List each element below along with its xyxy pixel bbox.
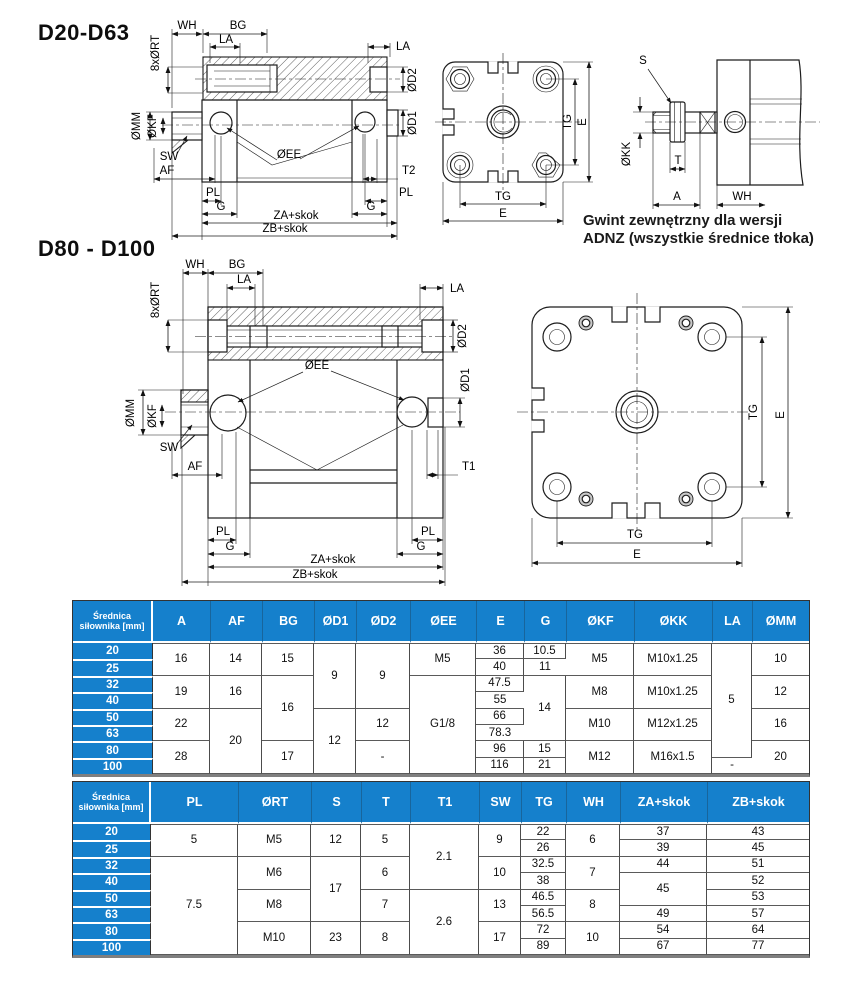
table-cell: M6 <box>238 857 311 890</box>
d80-side-geometry <box>165 307 460 518</box>
table-cell: 16 <box>752 709 809 742</box>
dim-label-mm-d80: ØMM <box>125 398 137 428</box>
table-cell: 96 <box>476 741 524 757</box>
table-cell: 12 <box>311 824 361 857</box>
dim-label-tg-d80-vert: TG <box>748 404 760 420</box>
table-cell: 10 <box>752 643 809 676</box>
dim-label-za-d80: ZA+skok <box>310 554 356 566</box>
table-cell: 2.1 <box>410 824 479 890</box>
col-header: TG <box>521 782 566 824</box>
table-cell: 66 <box>476 709 524 725</box>
col-header: T <box>361 782 410 824</box>
adnz-geometry <box>645 60 820 185</box>
table-cell: 14 <box>524 676 566 742</box>
table-cell: 43 <box>707 824 809 840</box>
dim-label-la-d80-left: LA <box>236 274 252 286</box>
section-title-d20-d63: D20-D63 <box>38 20 130 45</box>
table-cell: 64 <box>707 922 809 938</box>
dim-label-tg-horiz: TG <box>495 191 511 203</box>
dim-label-8xort: 8xØRT <box>150 34 162 72</box>
col-header: ØEE <box>410 601 476 643</box>
table-cell: 8 <box>361 922 410 955</box>
table-cell: 37 <box>620 824 707 840</box>
table2-corner-header: Średnica siłownika [mm] <box>73 782 151 824</box>
table-cell: 9 <box>356 643 410 709</box>
dim-label-e-d80-vert: E <box>775 411 787 419</box>
table-cell: 21 <box>524 758 566 774</box>
row-label: 25 <box>73 840 151 856</box>
row-label: 25 <box>73 659 153 675</box>
table-cell: 51 <box>707 857 809 873</box>
table-cell: 56.5 <box>521 906 566 922</box>
dim-label-e-horiz: E <box>499 208 507 220</box>
col-header: ØMM <box>752 601 809 643</box>
table-cell: 12 <box>314 709 356 775</box>
table-cell: - <box>712 758 752 774</box>
table-cell: 53 <box>707 890 809 906</box>
table-cell: 20 <box>752 741 809 774</box>
col-header: E <box>476 601 524 643</box>
table-cell: M12x1.25 <box>634 709 712 742</box>
table-cell: 77 <box>707 939 809 955</box>
dim-label-g-left: G <box>216 201 226 213</box>
dimension-table-2 <box>72 781 810 958</box>
table-cell: 5 <box>712 643 752 758</box>
table-row <box>73 676 809 692</box>
table-cell: 7.5 <box>151 857 238 955</box>
dim-label-g-d80-right: G <box>416 541 426 553</box>
table-cell: 16 <box>262 676 314 742</box>
d20-end-geometry <box>435 53 580 195</box>
table-cell: 10 <box>479 857 521 890</box>
table-cell: 12 <box>752 676 809 709</box>
table-cell: 116 <box>476 758 524 774</box>
table-cell: 14 <box>210 643 262 676</box>
dimension-table-2-wrap <box>72 781 810 958</box>
table-cell: 38 <box>521 873 566 889</box>
table-cell: 47.5 <box>476 676 524 692</box>
table-cell: 44 <box>620 857 707 873</box>
table-cell: 13 <box>479 890 521 923</box>
table-cell: 45 <box>620 873 707 906</box>
adnz-thread-detail-drawing <box>615 42 850 227</box>
table-cell: 19 <box>153 676 210 709</box>
table-cell: 39 <box>620 840 707 856</box>
dim-label-wh-adnz: WH <box>732 191 752 203</box>
dim-label-bg-d80: BG <box>228 259 246 271</box>
table-cell: 17 <box>262 741 314 774</box>
dim-label-d2-d80: ØD2 <box>457 324 469 348</box>
table-cell: M8 <box>238 890 311 923</box>
table-cell: 32.5 <box>521 857 566 873</box>
col-header: BG <box>262 601 314 643</box>
dim-label-af: AF <box>159 165 175 177</box>
adnz-caption-line2: ADNZ (wszystkie średnice tłoka) <box>583 229 814 247</box>
d80-end-view-drawing <box>505 275 825 585</box>
table-cell: 78.3 <box>476 725 524 741</box>
dim-label-g-right: G <box>366 201 376 213</box>
adnz-caption-line1: Gwint zewnętrzny dla wersji <box>583 212 783 229</box>
dim-label-s: S <box>639 55 647 67</box>
table-cell: M16x1.5 <box>634 741 712 774</box>
table-cell: 45 <box>707 840 809 856</box>
dim-label-kf: ØKF <box>147 114 159 138</box>
dim-label-pl-d80-left: PL <box>215 526 231 538</box>
d80-side-section-drawing <box>125 252 490 592</box>
table-cell: G1/8 <box>410 676 476 774</box>
row-label: 32 <box>73 857 151 873</box>
dim-label-mm: ØMM <box>131 111 143 141</box>
table-cell: 8 <box>566 890 620 923</box>
dim-label-wh-d80: WH <box>185 259 205 271</box>
dim-label-d2: ØD2 <box>407 68 419 92</box>
table-cell: M5 <box>566 643 634 676</box>
table-cell: 22 <box>521 824 566 840</box>
dim-label-zb-d80: ZB+skok <box>292 569 338 581</box>
table-cell: M10x1.25 <box>634 643 712 676</box>
table-row <box>73 643 809 659</box>
table-cell: 40 <box>476 659 524 675</box>
dimension-table-1 <box>72 600 810 777</box>
row-label: 50 <box>73 709 153 725</box>
col-header: G <box>524 601 566 643</box>
table-cell: 28 <box>153 741 210 774</box>
row-label: 80 <box>73 922 151 938</box>
table-cell: 15 <box>262 643 314 676</box>
col-header: ZB+skok <box>707 782 809 824</box>
dim-label-tg-vert: TG <box>562 114 574 130</box>
row-label: 63 <box>73 725 153 741</box>
dim-label-ee: ØEE <box>276 149 302 161</box>
table-cell: M10 <box>566 709 634 742</box>
table-cell: M5 <box>410 643 476 676</box>
table1-corner-header: Średnica siłownika [mm] <box>73 601 153 643</box>
col-header: SW <box>479 782 521 824</box>
table-cell: 10.5 <box>524 643 566 659</box>
table-cell: 7 <box>361 890 410 923</box>
table-cell: 49 <box>620 906 707 922</box>
table-row <box>73 824 809 840</box>
col-header: ZA+skok <box>620 782 707 824</box>
table2-header-row <box>73 782 809 824</box>
dim-label-d1: ØD1 <box>407 111 419 135</box>
dim-label-la-right: LA <box>396 41 411 53</box>
dim-label-pl-right: PL <box>399 187 414 199</box>
dim-label-t2: T2 <box>402 165 416 177</box>
table-cell: 54 <box>620 922 707 938</box>
table-cell: 57 <box>707 906 809 922</box>
table-cell: 52 <box>707 873 809 889</box>
col-header: S <box>311 782 361 824</box>
row-label: 80 <box>73 741 153 757</box>
table-cell: M10 <box>238 922 311 955</box>
dim-label-af-d80: AF <box>187 461 203 473</box>
dim-label-la-left: LA <box>218 34 234 46</box>
d20-end-view-drawing <box>435 45 610 235</box>
table-cell: 26 <box>521 840 566 856</box>
row-label: 100 <box>73 758 153 774</box>
table-cell: 5 <box>361 824 410 857</box>
col-header: WH <box>566 782 620 824</box>
col-header: ØRT <box>238 782 311 824</box>
row-label: 32 <box>73 676 153 692</box>
table-cell: 15 <box>524 741 566 757</box>
table1-header-row <box>73 601 809 643</box>
d20-side-section-drawing <box>100 8 440 244</box>
dim-label-kk: ØKK <box>621 141 633 167</box>
table-cell: 20 <box>210 709 262 775</box>
dim-label-d1-d80: ØD1 <box>460 368 472 392</box>
dim-label-ee-d80: ØEE <box>304 360 330 372</box>
table-cell: 46.5 <box>521 890 566 906</box>
dim-label-sw: SW <box>159 151 179 163</box>
table-cell: 22 <box>153 709 210 742</box>
table-cell: 67 <box>620 939 707 955</box>
dim-label-la-d80-right: LA <box>450 283 465 295</box>
dim-label-g-d80-left: G <box>225 541 235 553</box>
table-cell: 17 <box>479 922 521 955</box>
row-label: 40 <box>73 692 153 708</box>
table-cell: 9 <box>314 643 356 709</box>
table-cell: 7 <box>566 857 620 890</box>
row-label: 100 <box>73 939 151 955</box>
table-cell: 5 <box>151 824 238 857</box>
table-cell: 89 <box>521 939 566 955</box>
dim-label-pl-d80-right: PL <box>420 526 436 538</box>
dimension-table-1-wrap <box>72 600 810 777</box>
dim-label-t: T <box>674 155 682 167</box>
table-cell: 17 <box>311 857 361 923</box>
dim-label-za: ZA+skok <box>273 210 319 222</box>
table-cell: M5 <box>238 824 311 857</box>
table-cell: 72 <box>521 922 566 938</box>
row-label: 20 <box>73 824 151 840</box>
table-cell: M10x1.25 <box>634 676 712 709</box>
row-label: 40 <box>73 873 151 889</box>
dim-label-8xort-d80: 8xØRT <box>150 281 162 319</box>
table-cell: 16 <box>210 676 262 709</box>
dim-label-pl-left: PL <box>205 187 221 199</box>
dim-label-bg: BG <box>229 20 247 32</box>
col-header: LA <box>712 601 752 643</box>
table-cell: M8 <box>566 676 634 709</box>
table-cell: 2.6 <box>410 890 479 956</box>
d80-end-dimensions <box>532 307 793 567</box>
table-cell: M12 <box>566 741 634 774</box>
d80-end-geometry <box>517 293 757 533</box>
dim-label-wh: WH <box>177 20 197 32</box>
table-cell: 16 <box>153 643 210 676</box>
table-cell: - <box>356 741 410 774</box>
dim-label-kf-d80: ØKF <box>147 404 159 428</box>
col-header: A <box>153 601 210 643</box>
col-header: PL <box>151 782 238 824</box>
col-header: ØD2 <box>356 601 410 643</box>
row-label: 50 <box>73 890 151 906</box>
dim-label-a: A <box>673 191 681 203</box>
section-title-d80-d100: D80 - D100 <box>38 236 156 261</box>
table-cell: 6 <box>361 857 410 890</box>
dim-label-t1: T1 <box>462 461 476 473</box>
col-header: ØKF <box>566 601 634 643</box>
table-cell: 10 <box>566 922 620 955</box>
table-cell: 6 <box>566 824 620 857</box>
col-header: AF <box>210 601 262 643</box>
dim-label-sw-d80: SW <box>159 442 179 454</box>
col-header: T1 <box>410 782 479 824</box>
table-cell: 9 <box>479 824 521 857</box>
table-cell: 55 <box>476 692 524 708</box>
table-cell: 12 <box>356 709 410 742</box>
dim-label-tg-d80-horiz: TG <box>627 529 643 541</box>
col-header: ØD1 <box>314 601 356 643</box>
dim-label-zb: ZB+skok <box>262 223 308 235</box>
col-header: ØKK <box>634 601 712 643</box>
table-cell: 23 <box>311 922 361 955</box>
d20-side-geometry <box>159 57 402 182</box>
table-cell: 36 <box>476 643 524 659</box>
dim-label-e-vert: E <box>577 118 589 126</box>
row-label: 20 <box>73 643 153 659</box>
table-cell: 11 <box>524 659 566 675</box>
dim-label-e-d80-horiz: E <box>633 549 641 561</box>
row-label: 63 <box>73 906 151 922</box>
